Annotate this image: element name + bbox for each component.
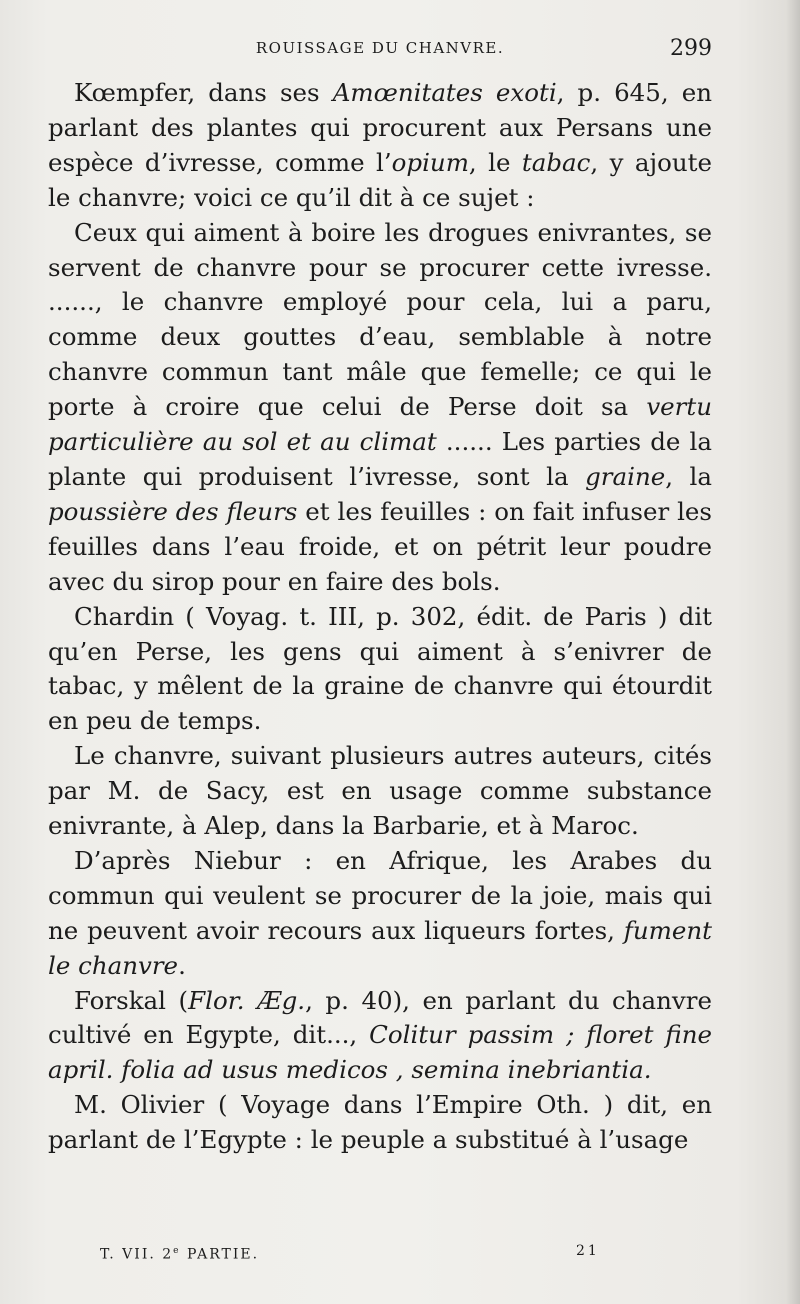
italic-text: Amœnitates exoti <box>332 78 557 107</box>
text-run: , la <box>665 461 712 491</box>
paragraph <box>48 216 712 600</box>
signature-superscript: e <box>173 1246 181 1256</box>
text-run: , y ajoute le chanvre; voici ce qu’il dit à ce sujet : <box>48 147 712 212</box>
text-run: , le <box>468 147 522 177</box>
text-run: . <box>178 950 186 980</box>
italic-text: fument le chanvre <box>48 915 712 980</box>
sheet-number: 21 <box>576 1243 600 1259</box>
text-run: Kœmpfer, dans ses <box>74 78 333 107</box>
italic-text: graine <box>585 461 666 491</box>
text-run: , p. 645, en parlant des plantes qui procurent aux Persans une espèce d’ivresse, comme l’ <box>48 78 713 177</box>
signature-part: PARTIE. <box>180 1246 260 1263</box>
italic-text: vertu particulière au sol et au climat <box>48 392 712 457</box>
paragraph <box>48 76 712 216</box>
text-run: Forskal ( <box>74 985 189 1015</box>
signature-volume: T. VII. 2 <box>100 1246 174 1263</box>
text-run: M. Olivier ( Voyage dans l’Empire Oth. ) dit, en parlant de l’Egypte : le peuple a substitué à l’usage <box>48 1090 712 1155</box>
text-run: Le chanvre, suivant plusieurs autres auteurs, cités par M. de Sacy, est en usage comme substance enivrante, à Alep, dans la Barbarie, et à Maroc. <box>48 741 712 841</box>
text-run: ...... Les parties de la plante qui produisent l’ivresse, sont la <box>48 427 712 491</box>
italic-text: tabac <box>521 147 591 177</box>
text-run: Ceux qui aiment à boire les drogues enivrantes, se servent de chanvre pour se procurer cette ivresse. ......, le chanvre employé pour cela, lui a paru, comme deux gouttes d’eau, semblable à notre chanvre commun tant mâle que femelle; ce qui le porte à croire que celui de Perse doit sa <box>48 217 712 422</box>
italic-text: Flor. Æg. <box>188 985 306 1015</box>
paragraph <box>48 984 712 1089</box>
text-run: et les feuilles : on fait infuser les feuilles dans l’eau froide, et on pétrit leur poudre avec du sirop pour en faire des bols. <box>48 496 712 596</box>
page-number: 299 <box>670 36 712 61</box>
body-text <box>48 76 712 1158</box>
paragraph <box>48 739 712 844</box>
running-head <box>50 36 710 60</box>
italic-text: poussière des fleurs <box>48 496 298 526</box>
paragraph <box>48 600 712 740</box>
italic-text: Colitur passim ; floret fine april. folia ad usus medicos , semina inebriantia. <box>48 1020 712 1085</box>
text-run: , p. 40), en parlant du chanvre cultivé en Egypte, dit..., <box>48 985 712 1050</box>
italic-text: opium <box>391 147 469 177</box>
paragraph <box>48 844 712 984</box>
page-edge-shadow <box>786 0 800 1304</box>
text-run: D’après Niebur : en Afrique, les Arabes du commun qui veulent se procurer de la joie, mais qui ne peuvent avoir recours aux liqueurs fortes, <box>48 845 712 945</box>
paragraph <box>48 1088 712 1158</box>
running-title: ROUISSAGE DU CHANVRE. <box>255 39 505 57</box>
printer-signature <box>100 1240 259 1266</box>
page-footer <box>100 1240 700 1262</box>
text-run: Chardin ( Voyag. t. III, p. 302, édit. de Paris ) dit qu’en Perse, les gens qui aiment à s’enivrer de tabac, y mêlent de la graine de chanvre qui étourdit en peu de temps. <box>48 601 712 736</box>
